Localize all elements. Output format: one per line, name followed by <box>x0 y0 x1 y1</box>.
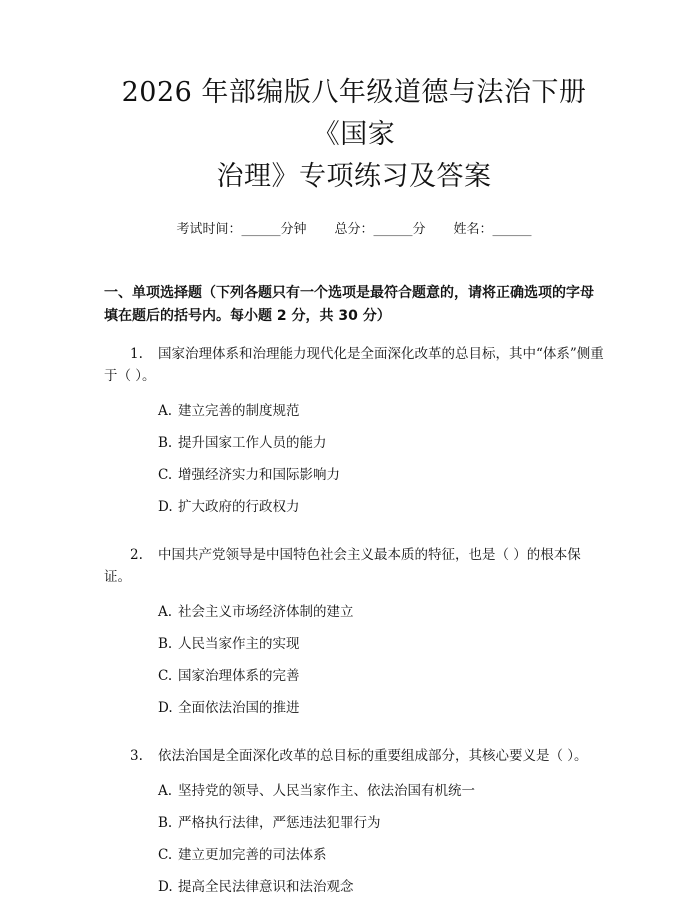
question-number: 1. <box>130 346 143 362</box>
option-label: B. <box>158 636 173 652</box>
title-line-1: 2026 年部编版八年级道德与法治下册《国家 <box>121 77 587 150</box>
question-3 <box>104 745 604 767</box>
option-a <box>104 602 604 634</box>
option-text: 建立更加完善的司法体系 <box>178 847 327 863</box>
question-3-options <box>104 781 604 909</box>
option-label: A. <box>158 403 173 419</box>
question-number: 2. <box>130 547 143 563</box>
option-c <box>104 465 604 497</box>
option-d <box>104 877 604 909</box>
option-b <box>104 813 604 845</box>
option-c <box>104 845 604 877</box>
option-text: 国家治理体系的完善 <box>178 668 300 684</box>
option-a <box>104 781 604 813</box>
score-label: 总分：______分 <box>334 222 426 237</box>
exam-time-label: 考试时间：______分钟 <box>176 222 307 237</box>
option-label: D. <box>158 700 173 716</box>
option-c <box>104 666 604 698</box>
option-label: C. <box>158 847 173 863</box>
name-label: 姓名：______ <box>453 222 532 237</box>
option-label: A. <box>158 604 173 620</box>
option-text: 扩大政府的行政权力 <box>178 499 300 515</box>
option-text: 社会主义市场经济体制的建立 <box>178 604 354 620</box>
exam-info <box>104 220 604 240</box>
option-d <box>104 497 604 529</box>
question-stem: 依法治国是全面深化改革的总目标的重要组成部分，其核心要义是（ ）。 <box>158 748 588 764</box>
option-text: 坚持党的领导、人民当家作主、依法治国有机统一 <box>178 783 475 799</box>
option-label: D. <box>158 879 173 895</box>
option-text: 严格执行法律，严惩违法犯罪行为 <box>178 815 381 831</box>
option-b <box>104 634 604 666</box>
option-label: C. <box>158 467 173 483</box>
question-stem: 中国共产党领导是中国特色社会主义最本质的特征，也是（ ）的根本保证。 <box>104 547 581 585</box>
option-d <box>104 698 604 730</box>
option-text: 提高全民法律意识和法治观念 <box>178 879 354 895</box>
option-label: C. <box>158 668 173 684</box>
option-label: B. <box>158 815 173 831</box>
option-text: 全面依法治国的推进 <box>178 700 300 716</box>
section-heading: 一、单项选择题（下列各题只有一个选项是最符合题意的，请将正确选项的字母填在题后的括号内。每小题 2 分，共 30 分） <box>104 285 594 324</box>
option-text: 增强经济实力和国际影响力 <box>178 467 340 483</box>
option-a <box>104 401 604 433</box>
question-number: 3. <box>130 748 143 764</box>
title-line-2: 治理》专项练习及答案 <box>216 161 492 192</box>
question-stem: 国家治理体系和治理能力现代化是全面深化改革的总目标，其中“体系”侧重于（ ）。 <box>104 346 604 384</box>
option-label: D. <box>158 499 173 515</box>
question-2 <box>104 544 604 588</box>
option-b <box>104 433 604 465</box>
option-label: A. <box>158 783 173 799</box>
option-label: B. <box>158 435 173 451</box>
question-1 <box>104 343 604 387</box>
document-title <box>98 72 610 198</box>
option-text: 提升国家工作人员的能力 <box>178 435 327 451</box>
option-text: 人民当家作主的实现 <box>178 636 300 652</box>
question-1-options <box>104 401 604 529</box>
option-text: 建立完善的制度规范 <box>178 403 300 419</box>
question-2-options <box>104 602 604 730</box>
